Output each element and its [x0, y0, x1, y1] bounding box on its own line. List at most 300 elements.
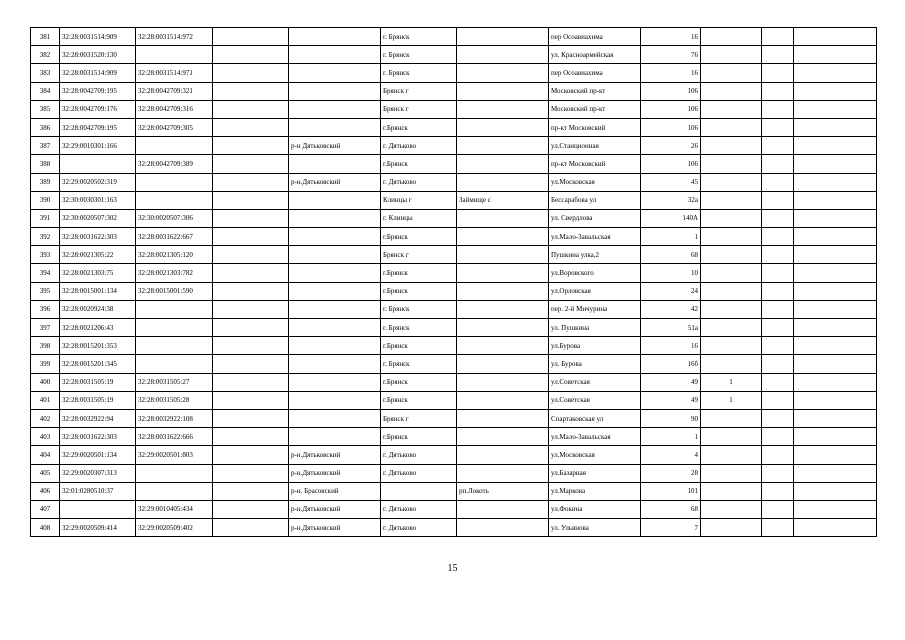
cadastral-number-2-cell: 32:28:0032922:108	[136, 409, 213, 427]
cadastral-number-cell	[60, 500, 136, 518]
row-number-cell: 393	[31, 246, 60, 264]
flag-3-cell	[794, 409, 877, 427]
cadastral-number-cell: 32:29:0010301:166	[60, 137, 136, 155]
city-cell: Брянск г	[381, 246, 457, 264]
cadastral-number-cell: 32:28:0042709:195	[60, 118, 136, 136]
district-cell: р-н.Дятьковский	[289, 446, 381, 464]
flag-1-cell	[701, 100, 762, 118]
district-cell	[289, 228, 381, 246]
street-cell: пер Осоавиахима	[549, 64, 641, 82]
district-cell	[289, 300, 381, 318]
district-cell	[289, 282, 381, 300]
district-cell	[289, 28, 381, 46]
table-row	[31, 446, 877, 464]
city-cell: г.Брянск	[381, 282, 457, 300]
building-number-cell: 16	[641, 64, 701, 82]
table-row	[31, 337, 877, 355]
flag-1-cell	[701, 155, 762, 173]
city-cell: г. Дятьково	[381, 464, 457, 482]
street-cell: пр-кт Московский	[549, 118, 641, 136]
cadastral-number-2-cell	[136, 46, 213, 64]
settlement-cell	[457, 337, 549, 355]
flag-3-cell	[794, 482, 877, 500]
cadastral-number-cell: 32:28:0021303:75	[60, 264, 136, 282]
building-number-cell: 32а	[641, 191, 701, 209]
table-row	[31, 428, 877, 446]
settlement-cell	[457, 137, 549, 155]
cadastral-number-cell: 32:28:0031622:303	[60, 228, 136, 246]
table-row	[31, 46, 877, 64]
flag-3-cell	[794, 464, 877, 482]
row-number-cell: 400	[31, 373, 60, 391]
flag-1-cell	[701, 173, 762, 191]
empty-cell	[213, 500, 289, 518]
settlement-cell	[457, 355, 549, 373]
building-number-cell: 106	[641, 118, 701, 136]
cadastral-number-cell: 32:28:0031622:303	[60, 428, 136, 446]
cadastral-number-2-cell	[136, 173, 213, 191]
table-row	[31, 28, 877, 46]
row-number-cell: 396	[31, 300, 60, 318]
cadastral-number-cell: 32:28:0042709:176	[60, 100, 136, 118]
district-cell	[289, 191, 381, 209]
flag-3-cell	[794, 100, 877, 118]
settlement-cell	[457, 300, 549, 318]
flag-3-cell	[794, 228, 877, 246]
empty-cell	[213, 209, 289, 227]
street-cell: Бессарабова ул	[549, 191, 641, 209]
table-row	[31, 246, 877, 264]
table-row	[31, 482, 877, 500]
flag-2-cell	[762, 264, 794, 282]
table-row	[31, 191, 877, 209]
street-cell: ул.Московская	[549, 173, 641, 191]
flag-1-cell	[701, 46, 762, 64]
cadastral-number-2-cell: 32:29:0020509:402	[136, 519, 213, 537]
city-cell: г.Брянск	[381, 264, 457, 282]
cadastral-number-2-cell	[136, 300, 213, 318]
settlement-cell	[457, 409, 549, 427]
building-number-cell: 106	[641, 100, 701, 118]
city-cell: г.Брянск	[381, 373, 457, 391]
row-number-cell: 407	[31, 500, 60, 518]
table-row	[31, 228, 877, 246]
row-number-cell: 390	[31, 191, 60, 209]
empty-cell	[213, 173, 289, 191]
cadastral-number-2-cell: 32:28:0031622:667	[136, 228, 213, 246]
flag-3-cell	[794, 82, 877, 100]
flag-2-cell	[762, 300, 794, 318]
flag-3-cell	[794, 428, 877, 446]
city-cell: Клинцы г	[381, 191, 457, 209]
flag-1-cell	[701, 64, 762, 82]
cadastral-number-cell: 32:28:0021206:43	[60, 319, 136, 337]
cadastral-number-2-cell	[136, 191, 213, 209]
table-row	[31, 500, 877, 518]
cadastral-number-2-cell: 32:28:0021305:120	[136, 246, 213, 264]
city-cell: Брянск г	[381, 82, 457, 100]
flag-2-cell	[762, 137, 794, 155]
city-cell: г. Клинцы	[381, 209, 457, 227]
cadastral-number-2-cell: 32:30:0020507:306	[136, 209, 213, 227]
district-cell	[289, 100, 381, 118]
flag-2-cell	[762, 246, 794, 264]
flag-2-cell	[762, 173, 794, 191]
empty-cell	[213, 100, 289, 118]
cadastral-number-cell: 32:30:0030301:163	[60, 191, 136, 209]
row-number-cell: 404	[31, 446, 60, 464]
cadastral-number-2-cell: 32:28:0042709:316	[136, 100, 213, 118]
district-cell	[289, 373, 381, 391]
city-cell	[381, 482, 457, 500]
flag-3-cell	[794, 46, 877, 64]
building-number-cell: 101	[641, 482, 701, 500]
row-number-cell: 397	[31, 319, 60, 337]
street-cell: ул.Советская	[549, 373, 641, 391]
settlement-cell	[457, 500, 549, 518]
flag-1-cell	[701, 428, 762, 446]
street-cell: ул. Красноармейская	[549, 46, 641, 64]
district-cell	[289, 64, 381, 82]
empty-cell	[213, 191, 289, 209]
flag-1-cell: 1	[701, 373, 762, 391]
flag-1-cell	[701, 282, 762, 300]
flag-2-cell	[762, 373, 794, 391]
flag-3-cell	[794, 391, 877, 409]
empty-cell	[213, 519, 289, 537]
flag-2-cell	[762, 464, 794, 482]
flag-2-cell	[762, 118, 794, 136]
empty-cell	[213, 264, 289, 282]
empty-cell	[213, 355, 289, 373]
city-cell: г.Брянск	[381, 428, 457, 446]
city-cell: г. Дятьково	[381, 500, 457, 518]
table-row	[31, 409, 877, 427]
building-number-cell: 49	[641, 391, 701, 409]
cadastral-number-2-cell: 32:28:0042709:305	[136, 118, 213, 136]
district-cell: р-н.Дятьковский	[289, 173, 381, 191]
settlement-cell	[457, 155, 549, 173]
cadastral-number-cell: 32:28:0031505:19	[60, 391, 136, 409]
empty-cell	[213, 319, 289, 337]
flag-2-cell	[762, 282, 794, 300]
table-row	[31, 464, 877, 482]
settlement-cell	[457, 118, 549, 136]
table-row	[31, 82, 877, 100]
flag-2-cell	[762, 446, 794, 464]
flag-3-cell	[794, 337, 877, 355]
district-cell	[289, 337, 381, 355]
settlement-cell	[457, 319, 549, 337]
flag-2-cell	[762, 409, 794, 427]
street-cell: Пушкина улка,2	[549, 246, 641, 264]
row-number-cell: 389	[31, 173, 60, 191]
city-cell: г.Брянск	[381, 337, 457, 355]
settlement-cell: Займище с	[457, 191, 549, 209]
flag-2-cell	[762, 337, 794, 355]
empty-cell	[213, 137, 289, 155]
city-cell: Брянск г	[381, 100, 457, 118]
building-number-cell: 24	[641, 282, 701, 300]
city-cell: г. Брянск	[381, 46, 457, 64]
flag-2-cell	[762, 82, 794, 100]
row-number-cell: 405	[31, 464, 60, 482]
row-number-cell: 381	[31, 28, 60, 46]
flag-1-cell	[701, 464, 762, 482]
table-row	[31, 64, 877, 82]
flag-1-cell	[701, 446, 762, 464]
street-cell: пер. 2-й Мичурина	[549, 300, 641, 318]
flag-3-cell	[794, 209, 877, 227]
flag-3-cell	[794, 118, 877, 136]
street-cell: ул.Маркова	[549, 482, 641, 500]
building-number-cell: 4	[641, 446, 701, 464]
flag-3-cell	[794, 300, 877, 318]
table-row	[31, 300, 877, 318]
district-cell: р-н.Дятьковский	[289, 464, 381, 482]
flag-1-cell	[701, 137, 762, 155]
building-number-cell: 1	[641, 228, 701, 246]
empty-cell	[213, 446, 289, 464]
flag-1-cell	[701, 409, 762, 427]
cadastral-number-cell	[60, 155, 136, 173]
row-number-cell: 392	[31, 228, 60, 246]
row-number-cell: 387	[31, 137, 60, 155]
flag-2-cell	[762, 319, 794, 337]
city-cell: г. Брянск	[381, 319, 457, 337]
settlement-cell	[457, 173, 549, 191]
flag-1-cell	[701, 28, 762, 46]
cadastral-number-2-cell: 32:28:0031505:27	[136, 373, 213, 391]
empty-cell	[213, 337, 289, 355]
table-row	[31, 282, 877, 300]
cadastral-number-2-cell: 32:29:0010405:434	[136, 500, 213, 518]
district-cell	[289, 391, 381, 409]
cadastral-number-2-cell	[136, 319, 213, 337]
cadastral-number-2-cell	[136, 137, 213, 155]
street-cell: ул.Орловская	[549, 282, 641, 300]
city-cell: г. Дятьково	[381, 173, 457, 191]
cadastral-number-2-cell	[136, 482, 213, 500]
page-number: 15	[447, 563, 458, 574]
flag-2-cell	[762, 209, 794, 227]
cadastral-number-cell: 32:29:0020509:414	[60, 519, 136, 537]
cadastral-number-cell: 32:30:0020507:302	[60, 209, 136, 227]
flag-1-cell	[701, 118, 762, 136]
table-row	[31, 319, 877, 337]
cadastral-number-2-cell: 32:28:0042709:321	[136, 82, 213, 100]
flag-2-cell	[762, 500, 794, 518]
cadastral-number-cell: 32:28:0031514:909	[60, 28, 136, 46]
cadastral-number-2-cell	[136, 464, 213, 482]
district-cell	[289, 355, 381, 373]
city-cell: г.Брянск	[381, 155, 457, 173]
flag-1-cell	[701, 209, 762, 227]
empty-cell	[213, 409, 289, 427]
city-cell: г. Дятьково	[381, 137, 457, 155]
cadastral-number-cell: 32:28:0015001:134	[60, 282, 136, 300]
building-number-cell: 26	[641, 137, 701, 155]
street-cell: ул.Советская	[549, 391, 641, 409]
cadastral-number-2-cell: 32:28:0031514:971	[136, 64, 213, 82]
city-cell: г.Брянск	[381, 118, 457, 136]
cadastral-number-cell: 32:28:0031514:909	[60, 64, 136, 82]
city-cell: г. Брянск	[381, 300, 457, 318]
empty-cell	[213, 64, 289, 82]
street-cell: ул.Базарная	[549, 464, 641, 482]
flag-3-cell	[794, 373, 877, 391]
flag-1-cell	[701, 228, 762, 246]
cadastral-number-2-cell: 32:28:0042709:389	[136, 155, 213, 173]
empty-cell	[213, 118, 289, 136]
settlement-cell	[457, 446, 549, 464]
row-number-cell: 399	[31, 355, 60, 373]
building-number-cell: 16	[641, 337, 701, 355]
flag-3-cell	[794, 64, 877, 82]
table-body	[31, 28, 877, 537]
empty-cell	[213, 28, 289, 46]
settlement-cell	[457, 282, 549, 300]
street-cell: ул. Бурова	[549, 355, 641, 373]
district-cell	[289, 209, 381, 227]
street-cell: Спартаковская ул	[549, 409, 641, 427]
row-number-cell: 388	[31, 155, 60, 173]
empty-cell	[213, 282, 289, 300]
row-number-cell: 395	[31, 282, 60, 300]
settlement-cell	[457, 519, 549, 537]
street-cell: ул. Пушкина	[549, 319, 641, 337]
table-row	[31, 100, 877, 118]
street-cell: пр-кт Московский	[549, 155, 641, 173]
district-cell: р-н Дятьковский	[289, 137, 381, 155]
flag-2-cell	[762, 64, 794, 82]
building-number-cell: 42	[641, 300, 701, 318]
table-row	[31, 173, 877, 191]
empty-cell	[213, 391, 289, 409]
street-cell: ул.Бурова	[549, 337, 641, 355]
cadastral-number-2-cell	[136, 355, 213, 373]
city-cell: г. Брянск	[381, 64, 457, 82]
building-number-cell: 68	[641, 246, 701, 264]
district-cell	[289, 428, 381, 446]
cadastral-number-cell: 32:28:0021305:22	[60, 246, 136, 264]
city-cell: г.Брянск	[381, 228, 457, 246]
district-cell: р-н. Брасовский	[289, 482, 381, 500]
row-number-cell: 394	[31, 264, 60, 282]
flag-3-cell	[794, 319, 877, 337]
settlement-cell	[457, 100, 549, 118]
settlement-cell: рп.Локоть	[457, 482, 549, 500]
cadastral-number-cell: 32:28:0031505:19	[60, 373, 136, 391]
settlement-cell	[457, 264, 549, 282]
table-row	[31, 355, 877, 373]
empty-cell	[213, 300, 289, 318]
flag-1-cell: 1	[701, 391, 762, 409]
flag-1-cell	[701, 500, 762, 518]
district-cell	[289, 82, 381, 100]
street-cell: Московский пр-кт	[549, 82, 641, 100]
table-row	[31, 155, 877, 173]
street-cell: ул.Мало-Завальская	[549, 228, 641, 246]
district-cell: р-н.Дятьковский	[289, 500, 381, 518]
table-row	[31, 373, 877, 391]
property-register-table	[30, 27, 877, 537]
flag-3-cell	[794, 446, 877, 464]
building-number-cell: 106	[641, 155, 701, 173]
empty-cell	[213, 373, 289, 391]
flag-3-cell	[794, 155, 877, 173]
cadastral-number-cell: 32:29:0020307:313	[60, 464, 136, 482]
flag-2-cell	[762, 46, 794, 64]
district-cell	[289, 246, 381, 264]
cadastral-number-cell: 32:28:0015201:353	[60, 337, 136, 355]
table-row	[31, 519, 877, 537]
flag-3-cell	[794, 246, 877, 264]
row-number-cell: 408	[31, 519, 60, 537]
table-row	[31, 264, 877, 282]
city-cell: г. Брянск	[381, 28, 457, 46]
building-number-cell: 1	[641, 428, 701, 446]
building-number-cell: 106	[641, 82, 701, 100]
flag-3-cell	[794, 173, 877, 191]
empty-cell	[213, 464, 289, 482]
street-cell: ул. Ульянова	[549, 519, 641, 537]
settlement-cell	[457, 391, 549, 409]
building-number-cell: 16	[641, 28, 701, 46]
cadastral-number-2-cell: 32:28:0031622:666	[136, 428, 213, 446]
flag-1-cell	[701, 246, 762, 264]
empty-cell	[213, 155, 289, 173]
flag-2-cell	[762, 28, 794, 46]
district-cell	[289, 118, 381, 136]
row-number-cell: 401	[31, 391, 60, 409]
row-number-cell: 406	[31, 482, 60, 500]
empty-cell	[213, 46, 289, 64]
flag-3-cell	[794, 264, 877, 282]
settlement-cell	[457, 82, 549, 100]
flag-1-cell	[701, 519, 762, 537]
row-number-cell: 403	[31, 428, 60, 446]
cadastral-number-2-cell: 32:28:0031514:972	[136, 28, 213, 46]
flag-3-cell	[794, 191, 877, 209]
flag-3-cell	[794, 519, 877, 537]
settlement-cell	[457, 246, 549, 264]
city-cell: Брянск г	[381, 409, 457, 427]
cadastral-number-cell: 32:28:0031520:130	[60, 46, 136, 64]
building-number-cell: 16б	[641, 355, 701, 373]
city-cell: г. Дятьково	[381, 446, 457, 464]
street-cell: ул.Московская	[549, 446, 641, 464]
flag-1-cell	[701, 191, 762, 209]
row-number-cell: 385	[31, 100, 60, 118]
city-cell: г.Брянск	[381, 391, 457, 409]
table-row	[31, 118, 877, 136]
building-number-cell: 76	[641, 46, 701, 64]
flag-3-cell	[794, 282, 877, 300]
street-cell: ул.Фокина	[549, 500, 641, 518]
empty-cell	[213, 428, 289, 446]
cadastral-number-cell: 32:28:0020924:38	[60, 300, 136, 318]
empty-cell	[213, 246, 289, 264]
settlement-cell	[457, 228, 549, 246]
cadastral-number-2-cell: 32:28:0021303:782	[136, 264, 213, 282]
row-number-cell: 398	[31, 337, 60, 355]
settlement-cell	[457, 464, 549, 482]
flag-2-cell	[762, 482, 794, 500]
flag-2-cell	[762, 519, 794, 537]
district-cell: р-н.Дятьковский	[289, 519, 381, 537]
street-cell: ул.Мало-Завальская	[549, 428, 641, 446]
